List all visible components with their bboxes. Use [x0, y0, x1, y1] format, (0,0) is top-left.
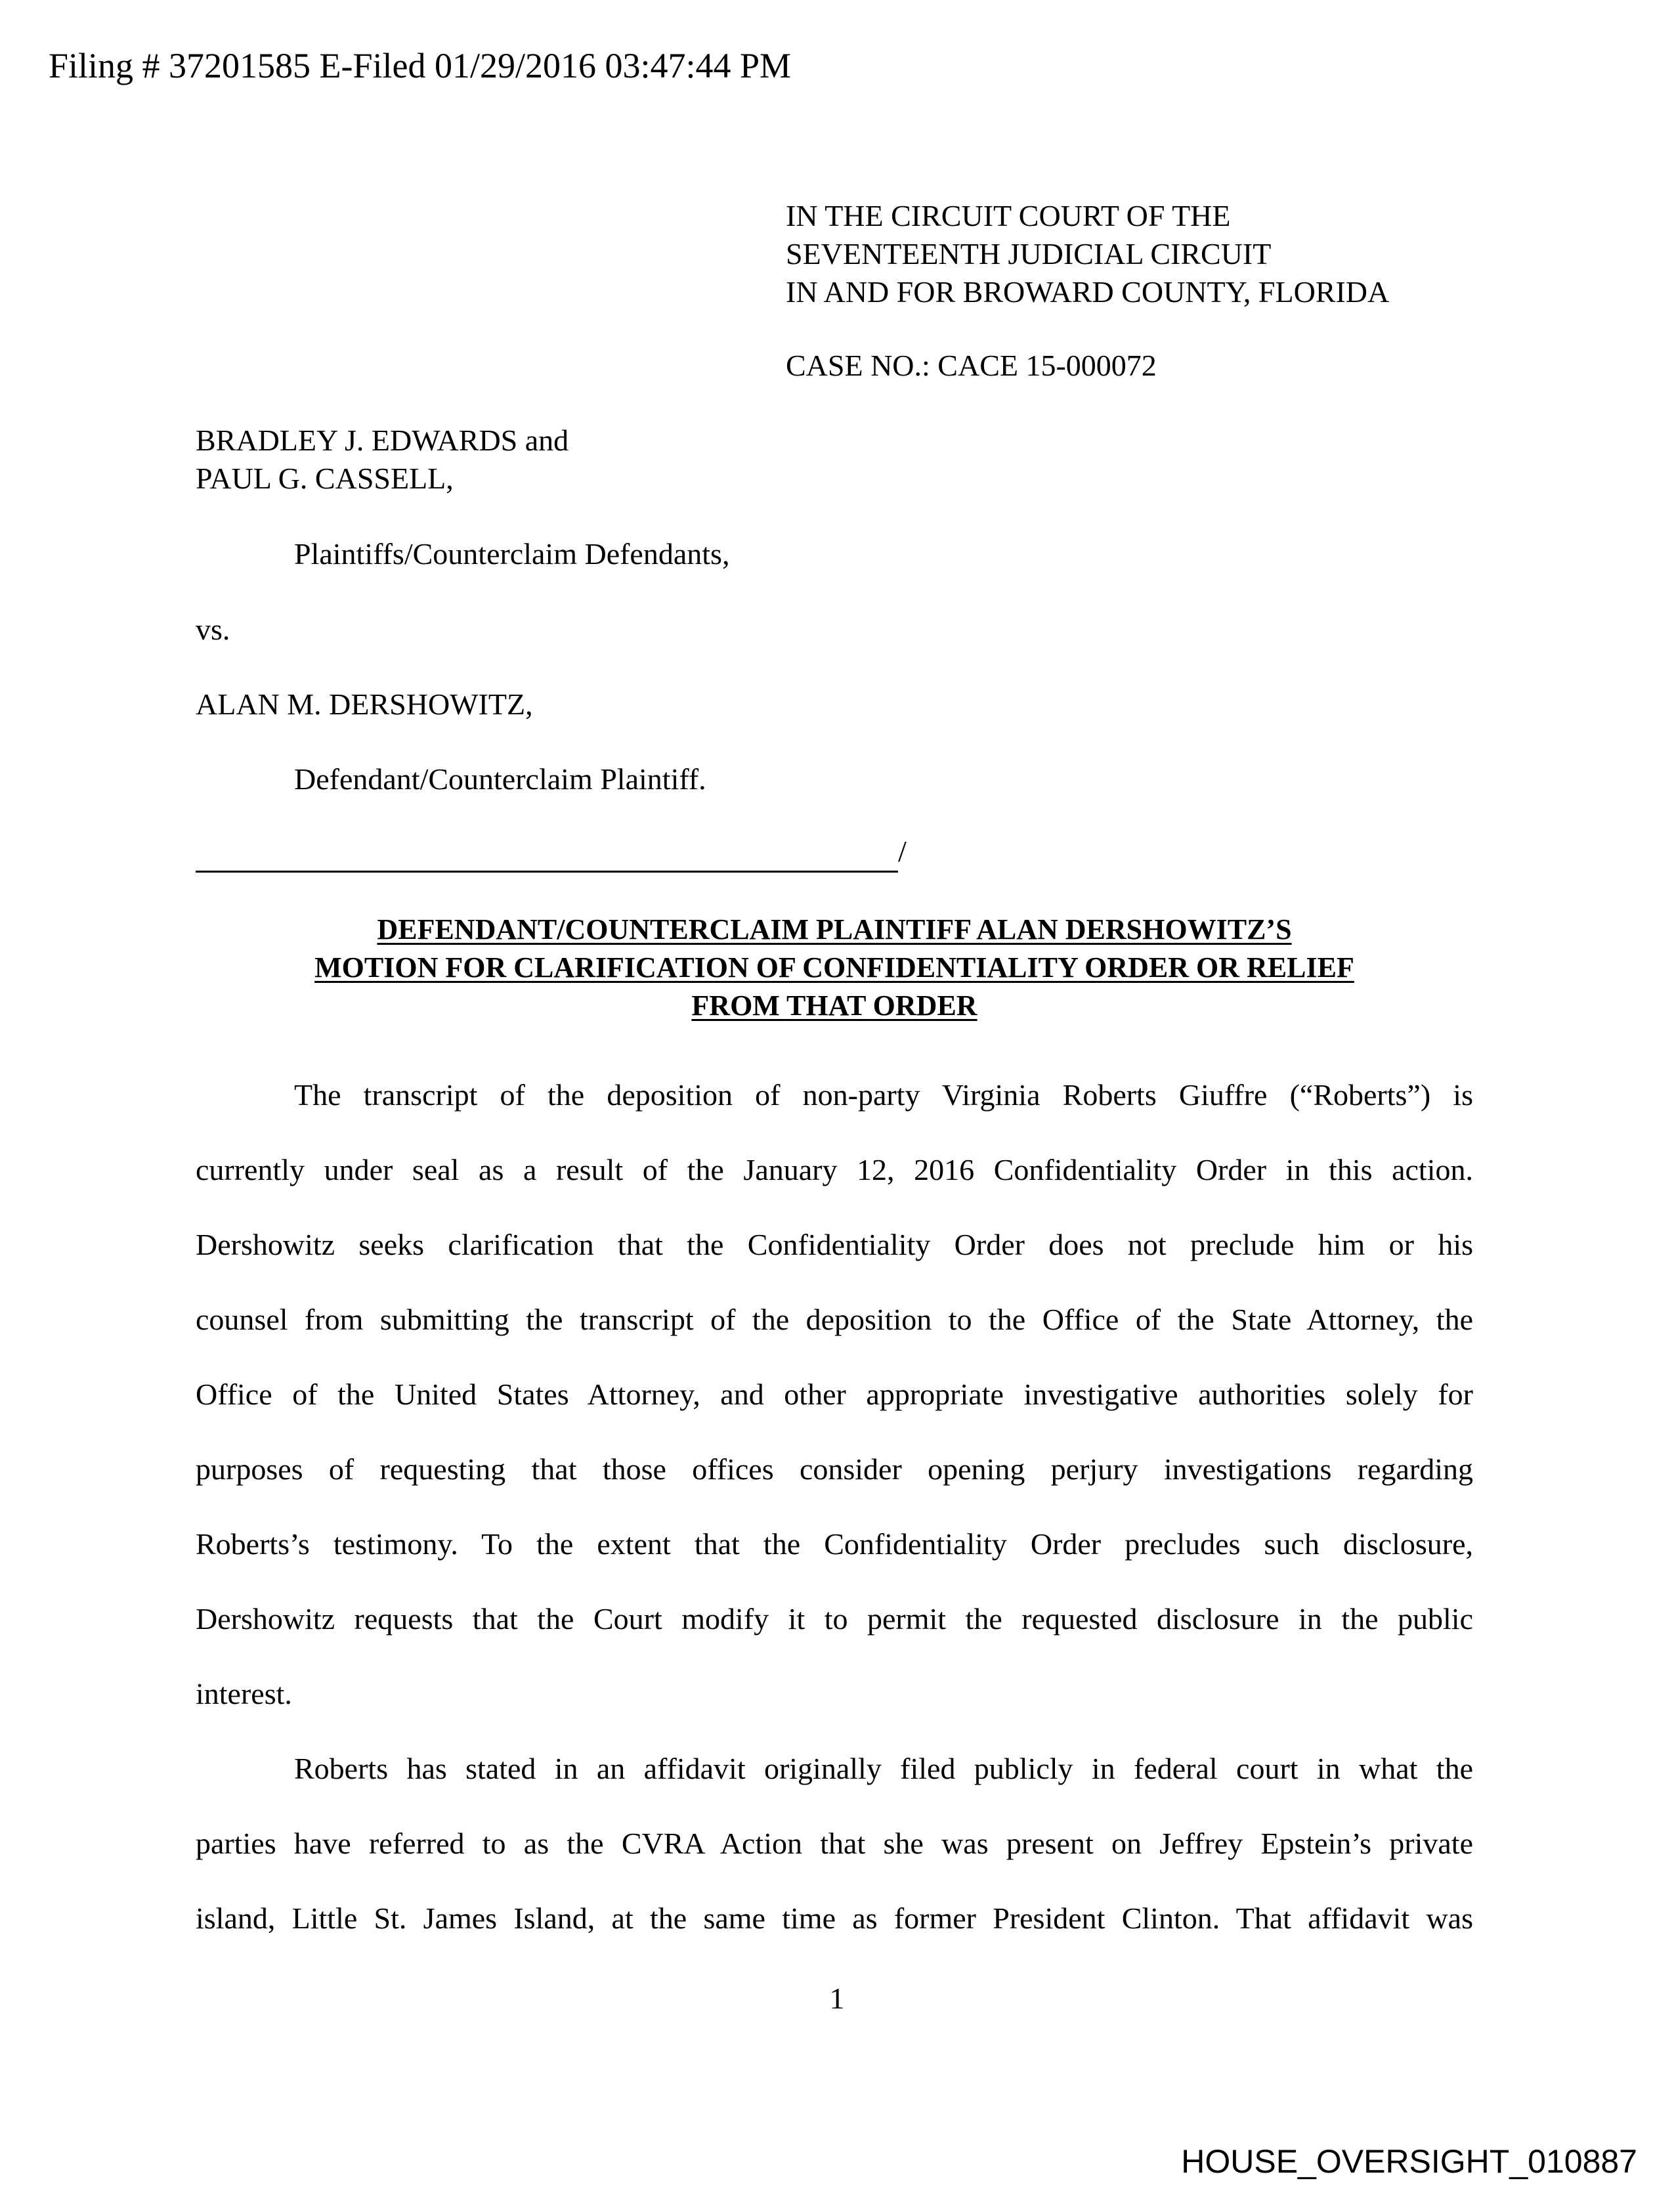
- motion-title-line: DEFENDANT/COUNTERCLAIM PLAINTIFF ALAN DERSHOWITZ’S: [377, 913, 1292, 945]
- motion-title-line: MOTION FOR CLARIFICATION OF CONFIDENTIALITY ORDER OR RELIEF: [314, 951, 1354, 984]
- plaintiff-name-line: BRADLEY J. EDWARDS and: [196, 423, 569, 457]
- caption-divider-slash: /: [898, 835, 907, 868]
- bates-number: HOUSE_OVERSIGHT_010887: [1181, 2143, 1637, 2180]
- plaintiff-name-line: PAUL G. CASSELL,: [196, 462, 454, 495]
- body-line: counsel from submitting the transcript of the deposition to the Office of the State Attorney, the: [196, 1303, 1473, 1336]
- body-line: Dershowitz seeks clarification that the Confidentiality Order does not preclude him or his: [196, 1228, 1473, 1261]
- motion-body: [196, 1058, 1473, 1956]
- motion-title: [196, 911, 1473, 1025]
- caption-divider-line: [196, 871, 898, 873]
- plaintiff-names: [196, 422, 569, 498]
- body-line: currently under seal as a result of the January 12, 2016 Confidentiality Order in this action.: [196, 1153, 1473, 1186]
- page-number: 1: [829, 1982, 845, 2015]
- body-line: Office of the United States Attorney, and other appropriate investigative authorities solely for: [196, 1377, 1473, 1411]
- court-caption: [786, 197, 1389, 311]
- court-line: SEVENTEENTH JUDICIAL CIRCUIT: [786, 237, 1272, 271]
- body-line: The transcript of the deposition of non-party Virginia Roberts Giuffre (“Roberts”) is: [294, 1078, 1473, 1112]
- motion-title-line: FROM THAT ORDER: [691, 989, 977, 1022]
- body-line: Roberts has stated in an affidavit originally filed publicly in federal court in what the: [294, 1752, 1473, 1785]
- body-line: island, Little St. James Island, at the same time as former President Clinton. That affidavit was: [196, 1901, 1473, 1935]
- court-line: IN AND FOR BROWARD COUNTY, FLORIDA: [786, 275, 1390, 309]
- body-line: interest.: [196, 1677, 292, 1710]
- court-line: IN THE CIRCUIT COURT OF THE: [786, 199, 1231, 232]
- case-number: CASE NO.: CACE 15-000072: [786, 349, 1157, 382]
- plaintiff-role: Plaintiffs/Counterclaim Defendants,: [294, 537, 730, 571]
- body-line: Roberts’s testimony. To the extent that the Confidentiality Order precludes such disclosure,: [196, 1527, 1473, 1561]
- filing-stamp: Filing # 37201585 E-Filed 01/29/2016 03:47:44 PM: [49, 46, 792, 85]
- defendant-role: Defendant/Counterclaim Plaintiff.: [294, 762, 706, 796]
- defendant-name: ALAN M. DERSHOWITZ,: [196, 687, 533, 721]
- versus: vs.: [196, 613, 230, 646]
- body-line: parties have referred to as the CVRA Action that she was present on Jeffrey Epstein’s private: [196, 1827, 1473, 1860]
- body-line: Dershowitz requests that the Court modify it to permit the requested disclosure in the public: [196, 1602, 1473, 1636]
- body-line: purposes of requesting that those offices consider opening perjury investigations regarding: [196, 1452, 1473, 1486]
